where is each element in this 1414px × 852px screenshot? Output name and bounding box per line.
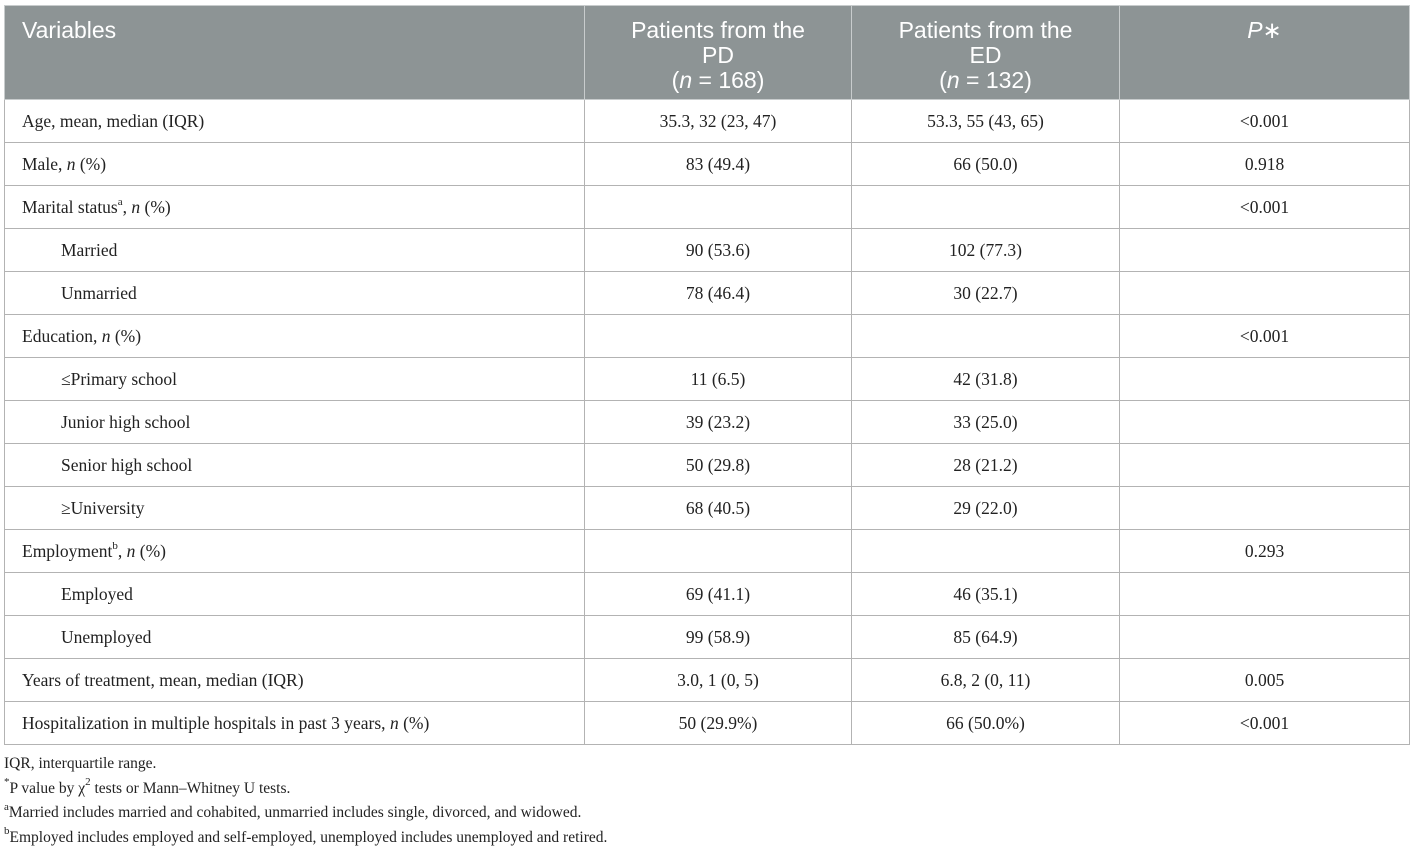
cell-pd-value: 11 (6.5) [585, 358, 852, 401]
row-label-label: ≥University [61, 497, 145, 518]
header-ed-n-var: n [946, 67, 960, 93]
cell-p-value [1120, 573, 1410, 616]
table-row [5, 659, 1410, 702]
cell-p-value: <0.001 [1120, 186, 1410, 229]
row-label-label: Married [61, 239, 118, 260]
header-p-letter: P [1247, 17, 1263, 43]
cell-ed-value: 30 (22.7) [852, 272, 1120, 315]
cell-pd-value [585, 530, 852, 573]
row-label-label: Unemployed [61, 626, 152, 647]
header-variables [5, 6, 585, 100]
row-label-label-pre: Education, [22, 325, 102, 346]
cell-ed-value: 66 (50.0%) [852, 702, 1120, 745]
footnote-b-text: Employed includes employed and self-employed, unemployed includes unemployed and retired. [9, 828, 608, 846]
row-label-label-mid: , [117, 540, 127, 561]
table-row [5, 229, 1410, 272]
header-pd-line1: Patients from the [631, 17, 805, 43]
cell-pd-value: 50 (29.8) [585, 444, 852, 487]
cell-pd-value: 35.3, 32 (23, 47) [585, 100, 852, 143]
row-label [5, 530, 585, 573]
table-row [5, 358, 1410, 401]
cell-ed-value: 46 (35.1) [852, 573, 1120, 616]
footnote-abbrev: IQR, interquartile range. [4, 755, 157, 772]
cell-ed-value: 85 (64.9) [852, 616, 1120, 659]
table-row [5, 143, 1410, 186]
cell-p-value: 0.293 [1120, 530, 1410, 573]
cell-pd-value: 3.0, 1 (0, 5) [585, 659, 852, 702]
row-label-label-mid: , [122, 196, 132, 217]
cell-ed-value: 53.3, 55 (43, 65) [852, 100, 1120, 143]
footnote-star-text-sup: 2 [85, 776, 91, 789]
row-label-label-post: (%) [398, 712, 430, 733]
table-row [5, 530, 1410, 573]
row-label [5, 444, 585, 487]
table-row [5, 487, 1410, 530]
cell-pd-value: 90 (53.6) [585, 229, 852, 272]
header-variables-label: Variables [22, 17, 117, 43]
row-label-label-pre: Marital status [22, 196, 118, 217]
cell-ed-value: 28 (21.2) [852, 444, 1120, 487]
table-row [5, 616, 1410, 659]
row-label [5, 659, 585, 702]
cell-p-value [1120, 272, 1410, 315]
cell-pd-value: 39 (23.2) [585, 401, 852, 444]
demographics-table [4, 5, 1410, 745]
cell-p-value: 0.918 [1120, 143, 1410, 186]
row-label-label-post: (%) [135, 540, 167, 561]
table-row [5, 100, 1410, 143]
row-label-label-pre: Hospitalization in multiple hospitals in past 3 years, [22, 712, 390, 733]
row-label [5, 401, 585, 444]
row-label [5, 358, 585, 401]
cell-p-value [1120, 616, 1410, 659]
cell-ed-value: 102 (77.3) [852, 229, 1120, 272]
footnote-star-text-post: tests or Mann–Whitney U tests. [90, 779, 291, 797]
cell-pd-value: 69 (41.1) [585, 573, 852, 616]
row-label-label: Senior high school [61, 454, 193, 475]
header-ed-n [868, 68, 1103, 93]
table-row [5, 186, 1410, 229]
row-label [5, 315, 585, 358]
table-row [5, 315, 1410, 358]
row-label-label-pre: Male, [22, 153, 67, 174]
header-ed-line2: ED [969, 42, 1002, 68]
cell-p-value [1120, 401, 1410, 444]
cell-pd-value: 78 (46.4) [585, 272, 852, 315]
footnote-b-mark: b [4, 825, 10, 838]
cell-p-value [1120, 444, 1410, 487]
header-p-star: ∗ [1262, 17, 1282, 43]
row-label [5, 143, 585, 186]
cell-ed-value: 42 (31.8) [852, 358, 1120, 401]
header-pd-n-open: ( [671, 67, 680, 93]
table-row [5, 702, 1410, 745]
header-ed-n-open: ( [939, 67, 947, 93]
row-label-label-italic: n [131, 196, 141, 217]
table-body [5, 100, 1410, 745]
footnote-a-text: Married includes married and cohabited, unmarried includes single, divorced, and widowed. [8, 804, 582, 821]
row-label-label-italic: n [101, 325, 111, 346]
row-label-label-post: (%) [110, 325, 142, 346]
header-pd [585, 6, 852, 100]
row-label [5, 616, 585, 659]
row-label [5, 573, 585, 616]
row-label [5, 487, 585, 530]
row-label-label-pre: Employment [22, 540, 113, 561]
cell-pd-value: 83 (49.4) [585, 143, 852, 186]
cell-p-value: <0.001 [1120, 702, 1410, 745]
table-footnotes [4, 752, 1404, 850]
row-label [5, 272, 585, 315]
cell-ed-value: 66 (50.0) [852, 143, 1120, 186]
row-label-label: Employed [61, 583, 133, 604]
row-label-label-italic: n [389, 712, 399, 733]
row-label-label: Years of treatment, mean, median (IQR) [22, 669, 304, 690]
row-label-label: Unmarried [61, 282, 137, 303]
cell-p-value: <0.001 [1120, 100, 1410, 143]
table-header [5, 6, 1410, 100]
cell-ed-value [852, 186, 1120, 229]
row-label-label: Age, mean, median (IQR) [22, 110, 205, 131]
row-label-label: Junior high school [61, 411, 191, 432]
row-label-label-italic: n [126, 540, 136, 561]
cell-p-value [1120, 229, 1410, 272]
header-p-value [1120, 6, 1410, 100]
footnote-a [4, 801, 1404, 826]
cell-pd-value [585, 186, 852, 229]
row-label [5, 100, 585, 143]
cell-p-value [1120, 358, 1410, 401]
row-label-label-post: (%) [75, 153, 107, 174]
cell-ed-value [852, 315, 1120, 358]
row-label-label-sup: b [112, 539, 118, 552]
row-label [5, 229, 585, 272]
footnote-b [4, 826, 1404, 851]
cell-pd-value: 99 (58.9) [585, 616, 852, 659]
cell-p-value: 0.005 [1120, 659, 1410, 702]
cell-pd-value [585, 315, 852, 358]
header-pd-n [601, 68, 835, 93]
cell-ed-value [852, 530, 1120, 573]
footnote-a-mark: a [4, 800, 9, 813]
row-label [5, 186, 585, 229]
footnote-star-text-pre: P value by χ [9, 779, 86, 797]
header-ed-line1: Patients from the [898, 17, 1073, 43]
cell-pd-value: 68 (40.5) [585, 487, 852, 530]
cell-p-value [1120, 487, 1410, 530]
cell-ed-value: 6.8, 2 (0, 11) [852, 659, 1120, 702]
row-label-label-post: (%) [140, 196, 171, 217]
cell-pd-value: 50 (29.9%) [585, 702, 852, 745]
cell-ed-value: 33 (25.0) [852, 401, 1120, 444]
row-label-label-italic: n [66, 153, 76, 174]
row-label-label-sup: a [117, 195, 123, 208]
footnote-star [4, 777, 1404, 802]
header-pd-line2: PD [702, 42, 734, 68]
cell-ed-value: 29 (22.0) [852, 487, 1120, 530]
table-row [5, 573, 1410, 616]
header-pd-n-var: n [679, 67, 693, 93]
table-row [5, 444, 1410, 487]
row-label-label: ≤Primary school [61, 368, 178, 389]
header-ed-n-value: = 132) [959, 67, 1032, 93]
row-label [5, 702, 585, 745]
table-row [5, 401, 1410, 444]
table-row [5, 272, 1410, 315]
cell-p-value: <0.001 [1120, 315, 1410, 358]
footnote-star-mark: * [4, 776, 10, 789]
header-ed [852, 6, 1120, 100]
header-row [5, 6, 1410, 100]
header-pd-n-value: = 168) [692, 67, 765, 93]
